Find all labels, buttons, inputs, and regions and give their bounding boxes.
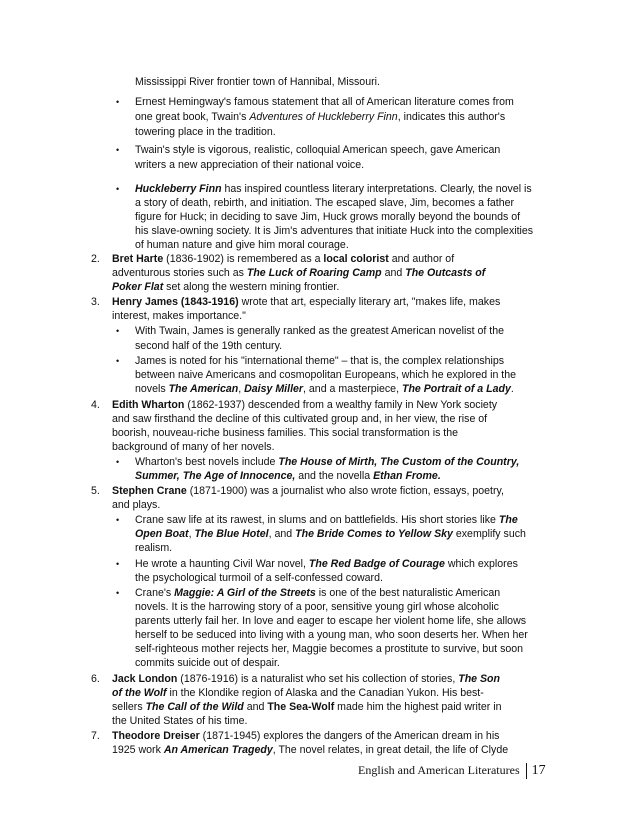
london-line-1: Jack London (1876-1916) is a naturalist who set his collection of stories, The Son	[112, 673, 501, 685]
item-number: 5.	[91, 485, 100, 497]
bullet-icon: •	[116, 184, 120, 194]
bullet-icon: •	[116, 457, 120, 467]
crane-b3-line-4: herself to be seduced into living with a young man, who soon deserts her. When her	[135, 629, 528, 641]
dreiser-line-1: Theodore Dreiser (1871-1945) explores the dangers of the American dream in his	[112, 730, 500, 742]
bullet-icon: •	[116, 356, 120, 366]
bullet-icon: •	[116, 145, 120, 155]
style-line-2: writers a new appreciation of their national voice.	[135, 159, 365, 171]
bullet-icon: •	[116, 559, 120, 569]
crane-b1-line-3: realism.	[135, 542, 173, 554]
crane-line-2: and plays.	[112, 499, 161, 511]
continuation-line: Mississippi River frontier town of Hannibal, Missouri.	[135, 76, 380, 88]
finn-line-5: of human nature and give him moral courage.	[135, 239, 349, 251]
james-line-2: interest, makes importance."	[112, 310, 246, 322]
wharton-line-2: and saw firsthand the decline of this cultivated group and, in her view, the rise of	[112, 413, 488, 425]
wharton-b1-line-1: Wharton's best novels include The House of Mirth, The Custom of the Country,	[135, 456, 520, 468]
finn-line-2: a story of death, rebirth, and initiation. The escaped slave, Jim, becomes a father	[135, 197, 515, 209]
wharton-line-4: background of many of her novels.	[112, 441, 275, 453]
finn-line-3: figure for Huck; in deciding to save Jim, Huck grows morally beyond the bounds of	[135, 211, 521, 223]
harte-line-1: Bret Harte (1836-1902) is remembered as a local colorist and author of	[112, 253, 455, 265]
wharton-line-1: Edith Wharton (1862-1937) descended from a wealthy family in New York society	[112, 399, 498, 411]
item-number: 2.	[91, 253, 100, 265]
page-number: 17	[531, 763, 546, 778]
finn-line-4: his slave-owning society. It is Jim's adventures that initiate Huck into the complexities	[135, 225, 534, 237]
item-number: 4.	[91, 399, 100, 411]
crane-b3-line-5: self-righteous mother rejects her, Maggie becomes a prostitute to survive, but soon	[135, 643, 524, 655]
crane-b3-line-1: Crane's Maggie: A Girl of the Streets is one of the best naturalistic American	[135, 587, 501, 599]
dreiser-line-2: 1925 work An American Tragedy, The novel relates, in great detail, the life of Clyde	[112, 744, 509, 756]
james-b2-line-2: between naive Americans and cosmopolitan Europeans, which he explored in the	[135, 369, 517, 381]
harte-line-2: adventurous stories such as The Luck of Roaring Camp and The Outcasts of	[112, 267, 486, 279]
style-line-1: Twain's style is vigorous, realistic, colloquial American speech, gave American	[135, 144, 501, 156]
page-footer	[358, 762, 546, 779]
james-b1-line-2: second half of the 19th century.	[135, 340, 283, 352]
footer-title: English and American Literatures	[358, 763, 520, 777]
crane-b1-line-2: Open Boat, The Blue Hotel, and The Bride Comes to Yellow Sky exemplify such	[135, 528, 526, 540]
bullet-icon: •	[116, 515, 120, 525]
james-b2-line-1: James is noted for his "international theme" – that is, the complex relationships	[135, 355, 505, 367]
item-number: 7.	[91, 730, 100, 742]
harte-line-3: Poker Flat set along the western mining frontier.	[112, 281, 340, 293]
wharton-b1-line-2: Summer, The Age of Innocence, and the novella Ethan Frome.	[135, 470, 441, 482]
crane-b2-line-2: the psychological turmoil of a self-confessed coward.	[135, 572, 383, 584]
finn-line-1: Huckleberry Finn has inspired countless literary interpretations. Clearly, the novel is	[135, 183, 532, 195]
crane-b3-line-6: commits suicide out of despair.	[135, 657, 280, 669]
crane-b3-line-3: parents utterly fail her. In love and eager to escape her violent home life, she allows	[135, 615, 527, 627]
item-number: 3.	[91, 296, 100, 308]
bullet-icon: •	[116, 326, 120, 336]
bullet-icon: •	[116, 588, 120, 598]
james-b1-line-1: With Twain, James is generally ranked as the greatest American novelist of the	[135, 325, 505, 337]
wharton-line-3: boorish, nouveau-riche business families. This social transformation is the	[112, 427, 459, 439]
james-b2-line-3: novels The American, Daisy Miller, and a masterpiece, The Portrait of a Lady.	[135, 383, 514, 395]
crane-b2-line-1: He wrote a haunting Civil War novel, The Red Badge of Courage which explores	[135, 558, 518, 570]
crane-line-1: Stephen Crane (1871-1900) was a journalist who also wrote fiction, essays, poetry,	[112, 485, 504, 497]
footer-divider	[526, 763, 527, 779]
crane-b3-line-2: novels. It is the harrowing story of a poor, sensitive young girl whose alcoholic	[135, 601, 499, 613]
bullet-icon: •	[116, 97, 120, 107]
james-line-1: Henry James (1843-1916) wrote that art, especially literary art, "makes life, makes	[112, 296, 501, 308]
london-line-4: the United States of his time.	[112, 715, 248, 727]
london-line-3: sellers The Call of the Wild and The Sea-Wolf made him the highest paid writer in	[112, 701, 502, 713]
hemingway-line-3: towering place in the tradition.	[135, 126, 276, 138]
hemingway-line-2: one great book, Twain's Adventures of Huckleberry Finn, indicates this author's	[135, 111, 506, 123]
hemingway-line-1: Ernest Hemingway's famous statement that all of American literature comes from	[135, 96, 514, 108]
london-line-2: of the Wolf in the Klondike region of Alaska and the Canadian Yukon. His best-	[112, 687, 484, 699]
crane-b1-line-1: Crane saw life at its rawest, in slums and on battlefields. His short stories like The	[135, 514, 518, 526]
item-number: 6.	[91, 673, 100, 685]
